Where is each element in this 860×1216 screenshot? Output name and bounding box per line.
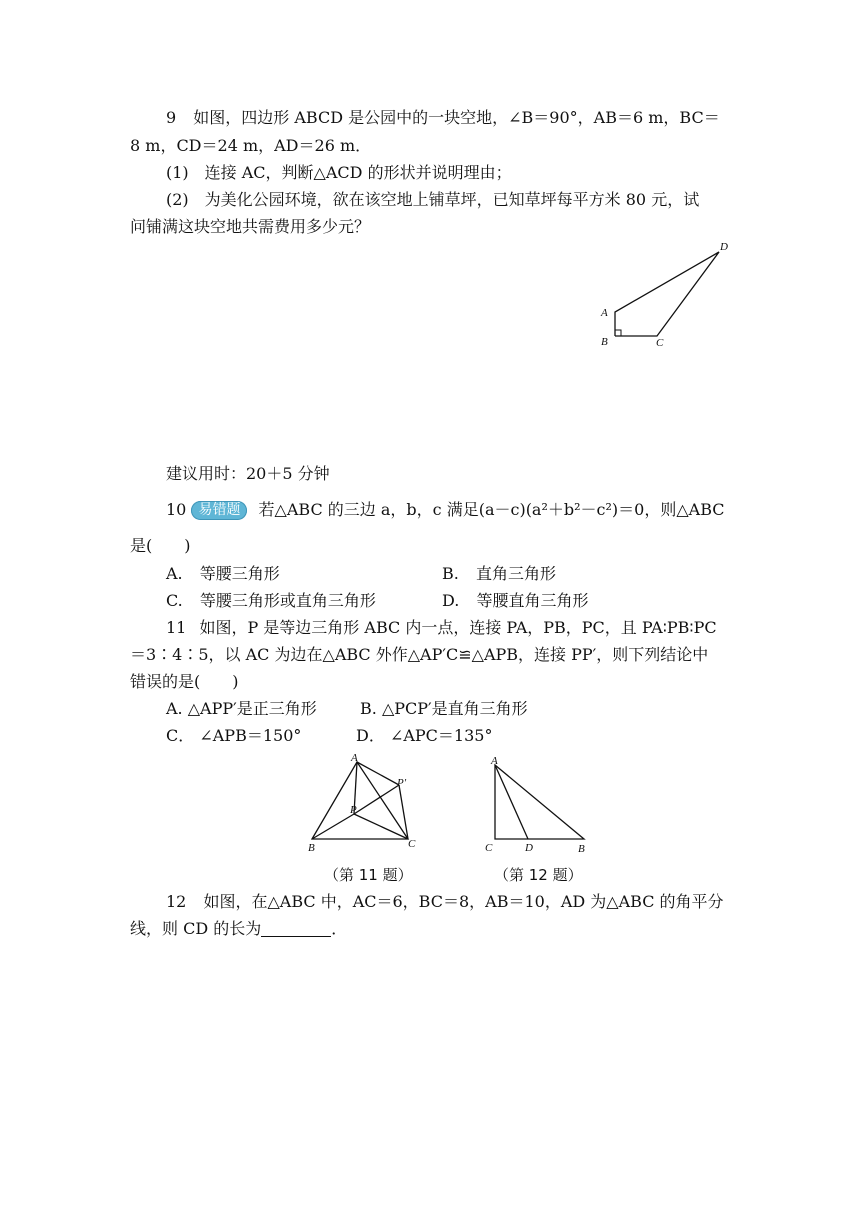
q11-option-c-label: C． — [166, 726, 195, 745]
q10-option-b-text: 直角三角形 — [475, 564, 556, 583]
q10-option-c — [166, 591, 376, 611]
q9-quadrilateral-figure — [595, 236, 745, 356]
q11-option-a-label: A. — [166, 699, 183, 718]
q12-label-d: D — [525, 842, 533, 854]
q9-text-line-2: 8 m，CD＝24 m，AD＝26 m． — [130, 136, 372, 155]
q12-figure-caption: （第 12 题） — [494, 866, 583, 884]
answer-blank[interactable] — [261, 920, 331, 937]
q11-line-1 — [166, 618, 717, 638]
q9-number: 9 — [166, 108, 177, 127]
q10-option-c-label: C. — [166, 591, 183, 610]
q11-label-c: C — [408, 838, 416, 850]
q11-option-a-text: △APP′是正三角形 — [187, 699, 317, 718]
q11-label-b: B — [308, 842, 315, 854]
q12-number: 12 — [166, 892, 187, 911]
q12-label-a: A — [491, 756, 498, 767]
q12-text-line-2: 线，则 CD 的长为 — [130, 919, 262, 938]
q11-option-a — [166, 699, 317, 719]
q12-line-1 — [166, 892, 724, 912]
q10-line-1 — [166, 500, 725, 520]
q12-text-line-1: 如图，在△ABC 中，AC＝6，BC＝8，AB＝10，AD 为△ABC 的角平分 — [203, 892, 724, 911]
q11-option-b-label: B. — [360, 699, 377, 718]
q9-label-a: A — [601, 307, 608, 319]
q11-text-line-1: 如图，P 是等边三角形 ABC 内一点，连接 PA，PB，PC，且 PA∶PB∶PC — [199, 618, 717, 637]
q12-triangle-figure — [482, 756, 592, 856]
q11-label-p-prime: P′ — [397, 777, 407, 789]
q11-option-d-text: ∠APC＝135° — [389, 726, 493, 745]
q12-label-b: B — [578, 843, 585, 855]
q9-label-b: B — [601, 336, 608, 348]
q11-figure-caption: （第 11 题） — [324, 866, 413, 884]
q9-part-1: (1) 连接 AC，判断△ACD 的形状并说明理由； — [166, 163, 512, 182]
q11-text-line-3: 错误的是( ) — [130, 672, 239, 691]
q11-option-b — [360, 699, 528, 719]
q11-option-d-label: D． — [356, 726, 385, 745]
q9-part-2-line-2: 问铺满这块空地共需费用多少元？ — [130, 217, 371, 236]
q9-label-c: C — [656, 337, 664, 349]
q10-option-a-label: A. — [166, 564, 183, 583]
q11-option-d — [356, 726, 492, 746]
q9-text-line-1: 如图，四边形 ABCD 是公园中的一块空地，∠B＝90°，AB＝6 m，BC＝ — [193, 108, 720, 127]
q10-option-d-text: 等腰直角三角形 — [476, 591, 589, 610]
q10-number: 10 — [166, 500, 187, 519]
q9-label-d: D — [720, 241, 728, 253]
q10-text-line-1: 若△ABC 的三边 a，b，c 满足(a－c)(a²＋b²－c²)＝0，则△ABC — [258, 500, 725, 519]
q9-part-2-line-1: (2) 为美化公园环境，欲在该空地上铺草坪，已知草坪每平方米 80 元，试 — [166, 190, 700, 209]
error-prone-badge: 易错题 — [191, 501, 247, 520]
q11-label-p: P — [350, 804, 357, 816]
q10-option-c-text: 等腰三角形或直角三角形 — [199, 591, 376, 610]
q10-option-a — [166, 564, 280, 584]
q10-option-b — [442, 564, 556, 584]
q11-option-c — [166, 726, 301, 746]
q11-option-b-text: △PCP′是直角三角形 — [381, 699, 528, 718]
q11-text-line-2: ＝3∶4∶5，以 AC 为边在△ABC 外作△AP′C≌△APB，连接 PP′，则下列结论中 — [130, 645, 709, 664]
q12-label-c: C — [485, 842, 493, 854]
q11-label-a: A — [351, 752, 358, 764]
suggested-time: 建议用时：20＋5 分钟 — [166, 464, 330, 483]
q10-option-d-label: D. — [442, 591, 460, 610]
q10-option-d — [442, 591, 588, 611]
q11-option-c-text: ∠APB＝150° — [199, 726, 302, 745]
q11-triangle-figure — [302, 750, 432, 860]
q12-line-2 — [130, 919, 347, 939]
q12-period: ． — [331, 919, 348, 938]
q10-option-b-label: B. — [442, 564, 459, 583]
q11-number: 11 — [166, 618, 187, 637]
q10-text-line-2: 是( ) — [130, 536, 191, 555]
q10-option-a-text: 等腰三角形 — [199, 564, 280, 583]
q9-line-1 — [166, 108, 720, 128]
